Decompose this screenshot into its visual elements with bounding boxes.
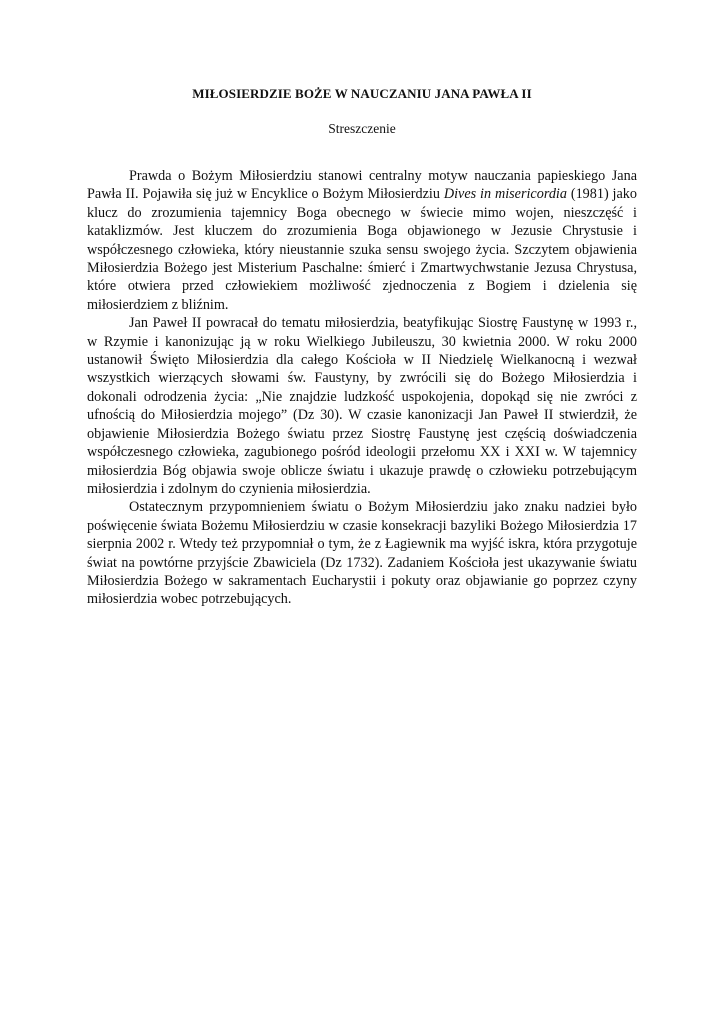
document-body <box>87 167 637 609</box>
document-subtitle: Streszczenie <box>328 121 396 136</box>
document-page <box>87 86 637 609</box>
paragraph-2: Jan Paweł II powracał do tematu miłosierdzia, beatyfikując Siostrę Faustynę w 1993 r., w Rzymie i kanonizując ją w roku Wielkiego Jubileuszu, 30 kwietnia 2000. W roku 2000 ustanowił Święto Miłosierdzia dla całego Kościoła w II Niedzielę Wielkanocną i wezwał wszystkich wierzących słowami św. Faustyny, by zwrócili się do Bożego Miłosierdzia i dokonali odrodzenia życia: „Nie znajdzie ludzkość uspokojenia, dopokąd się nie zwróci z ufnością do Miłosierdzia mojego” (Dz 30). W czasie kanonizacji Jan Paweł II stwierdził, że objawienie Miłosierdzia Bożego światu przez Siostrę Faustynę jest częścią doświadczenia współczesnego człowieka, zagubionego pośród ideologii przełomu XX i XXI w. W tajemnicy miłosierdzia Bóg objawia swoje oblicze światu i ukazuje prawdę o człowieku potrzebującym miłosierdzia i zdolnym do czynienia miłosierdzia. <box>87 315 637 497</box>
paragraph-1-text-start: Prawda o Bożym Miłosierdziu stanowi centralny motyw nauczania papieskiego Jana Pawła II. Pojawiła się już w Encyklice o Bożym Miłosierdziu <box>87 168 637 203</box>
document-title: MIŁOSIERDZIE BOŻE W NAUCZANIU JANA PAWŁA II <box>192 86 532 101</box>
paragraph-1 <box>87 167 637 314</box>
encyclical-title: Dives in misericordia <box>443 186 567 203</box>
paragraph-1-text-end: (1981) jako klucz do zrozumienia tajemnicy Boga obecnego w świecie mimo wojen, nieszczęść i kataklizmów. Jest kluczem do zrozumienia Boga objawionego w Jezusie Chrystusie i współczesnego człowieka, który nieustannie szuka sensu swojego życia. Szczytem objawienia Miłosierdzia Bożego jest Misterium Paschalne: śmierć i Zmartwychwstanie Jezusa Chrystusa, które otwiera przed człowiekiem możliwość zjednoczenia z Bogiem i dzielenia się miłosierdziem z bliźnim. <box>87 186 637 313</box>
paragraph-3: Ostatecznym przypomnieniem światu o Bożym Miłosierdziu jako znaku nadziei było poświęcenie świata Bożemu Miłosierdziu w czasie konsekracji bazyliki Bożego Miłosierdzia 17 sierpnia 2002 r. Wtedy też przypomniał o tym, że z Łagiewnik ma wyjść iskra, która przygotuje świat na powtórne przyjście Zbawiciela (Dz 1732). Zadaniem Kościoła jest ukazywanie światu Miłosierdzia Bożego w sakramentach Eucharystii i pokuty oraz objawianie go poprzez czyny miłosierdzia wobec potrzebujących. <box>87 499 637 608</box>
